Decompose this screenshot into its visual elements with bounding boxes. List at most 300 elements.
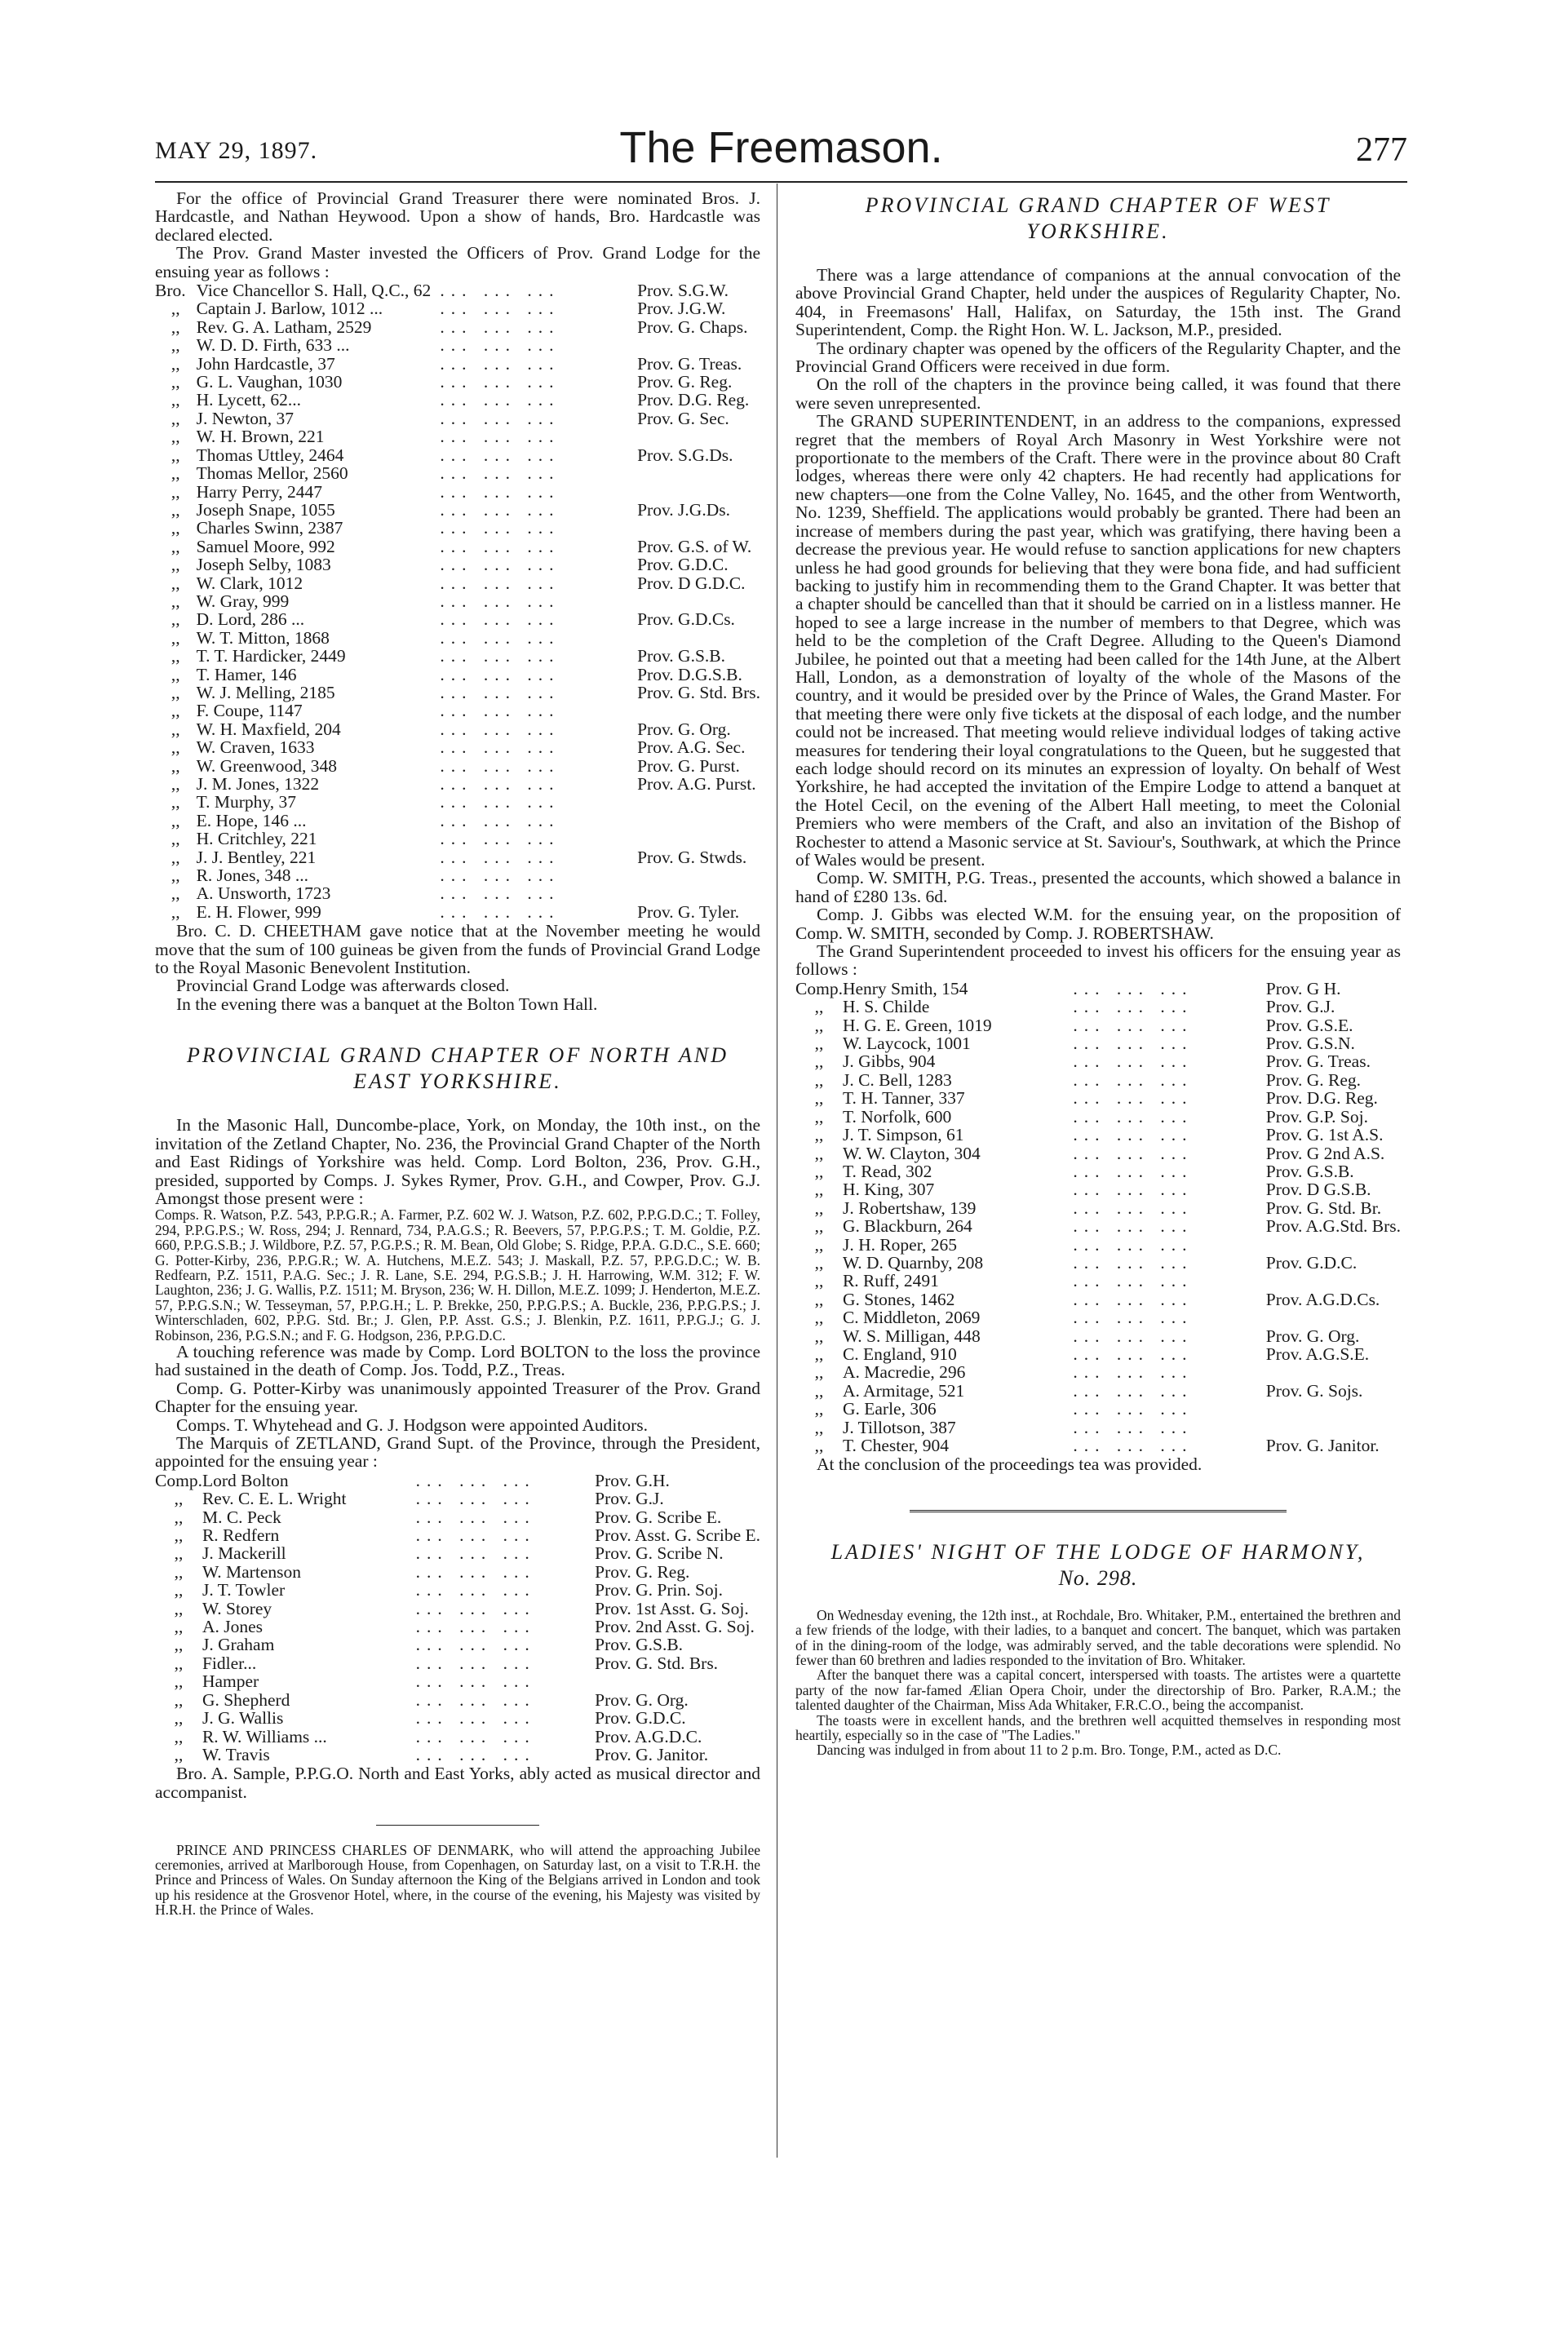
officer-name: J. Newton, 37 — [196, 408, 295, 428]
brace — [1251, 1382, 1266, 1400]
brace — [582, 1746, 595, 1764]
officer-name: Joseph Selby, 1083 — [196, 555, 331, 575]
ditto-mark: ,, — [171, 865, 180, 886]
officer-rank: Prov. A.G.Std. Brs. — [1265, 1216, 1401, 1237]
officer-rank: Prov. G. Sojs. — [1265, 1380, 1363, 1401]
brace — [621, 501, 637, 519]
leader-dots: ... ... ... — [415, 1635, 536, 1655]
officer-row — [795, 1382, 1401, 1400]
royal-visit-footnote: PRINCE AND PRINCESS CHARLES OF DENMARK, who will attend the approaching Jubilee ceremonies, arrived at Marlborough House, from Copenhagen, on Saturday last, on a visit to T.R.H. the Prince and Princess of Wales. On Sunday afternoon the King of the Belgians arrived in London and took up his residence at the Grosvenor Hotel, where, in the course of the evening, his Majesty was visited by H.R.H. the Prince of Wales. — [155, 1841, 760, 1919]
officers-invested-intro: The Grand Superintendent proceeded to invest his officers for the ensuing year as follows : — [795, 941, 1401, 980]
officer-name: W. Martenson — [202, 1561, 301, 1582]
officer-row — [155, 629, 760, 647]
officer-name: W. Storey — [202, 1598, 272, 1618]
officer-row — [795, 1199, 1401, 1217]
officer-name: A. Armitage, 521 — [842, 1380, 965, 1401]
officer-name: R. Ruff, 2491 — [842, 1271, 939, 1291]
leader-dots: ... ... ... — [415, 1744, 536, 1764]
officer-row — [155, 775, 760, 793]
leader-dots: ... ... ... — [1073, 1143, 1194, 1163]
officer-name: J. T. Simpson, 61 — [842, 1125, 964, 1145]
officer-name: W. D. D. Firth, 633 ... — [196, 335, 350, 356]
officer-rank: Prov. G.S.E. — [1265, 1015, 1353, 1035]
leader-dots: ... ... ... — [440, 682, 560, 702]
leader-dots: ... ... ... — [1073, 1362, 1194, 1383]
officer-rank: Prov. G. Sec. — [637, 408, 729, 428]
brace — [621, 738, 637, 756]
ditto-mark: ,, — [171, 682, 180, 702]
officer-name: G. Earle, 306 — [842, 1399, 937, 1419]
officer-rank: Prov. G. Reg. — [595, 1561, 690, 1582]
auditors-appointment: Comps. T. Whytehead and G. J. Hodgson were appointed Auditors. — [176, 1414, 649, 1435]
brace — [582, 1691, 595, 1709]
officer-rank: Prov. G. Stwds. — [637, 847, 747, 867]
treasurer-appointment: Comp. G. Potter-Kirby was unanimously appointed Treasurer of the Prov. Grand Chapter for the ensuing year. — [155, 1378, 760, 1417]
ditto-mark: ,, — [814, 1308, 824, 1328]
officer-rank: Prov. J.G.W. — [637, 299, 726, 319]
officer-name: T. Chester, 904 — [842, 1436, 950, 1455]
ditto-mark: ,, — [171, 555, 180, 575]
chapter-officers-table — [155, 1472, 760, 1764]
officer-rank: Prov. G. Treas. — [1265, 1051, 1371, 1072]
officer-rank — [637, 793, 760, 811]
companions-present-list: Comps. R. Watson, P.Z. 543, P.P.G.R.; A. Farmer, P.Z. 602 W. J. Watson, P.Z. 602, P.P.G.D.C.; T. Folley, 294, P.P.G.P.S.; W. Ross, 294; J. Rennard, 734, P.A.G.S.; R. Beevers, 57, P.P.G.P.S.; T. M. Goldie, P.Z. 660, P.P.G.S.B.; J. Wildbore, P.Z. 57, P.G.P.S.; R. M. Bean, Old Globe; S. Ridge, P.P.A. G.D.C., S.E. 660; G. Potter-Kirby, 236, P.P.G.R.; W. A. Hutchens, M.E.Z. 543; J. Maskall, P.Z. 57, P.P.G.D.C.; W. B. Redfearn, P.Z. 1511, P.A.G. Sec.; J. R. Lane, S.E. 294, P.G.S.B.; J. H. Harrowing, W.M. 312; F. W. Laughton, 236; J. G. Wallis, P.Z. 1511; M. Bryson, 236; W. H. Dillon, M.E.Z. 1099; J. Henderton, M.E.Z. 57, P.P.G.S.N.; W. Tesseyman, 57, P.P.G.H.; L. P. Brekke, 250, P.P.G.P.S.; A. Buckle, 236, P.P.G.P.S.; J. Winterschladen, 602, P.P.G. Std. Br.; J. Glen, P.P. Asst. G.S.; J. Blenkin, P.Z. 1611, P.P.G.J.; G. J. Robinson, 236, P.G.S.N.; and F. G. Hodgson, 236, P.P.G.D.C. — [155, 1206, 760, 1344]
officer-row — [155, 574, 760, 592]
ditto-mark: ,, — [171, 609, 180, 630]
brace — [1251, 1217, 1266, 1235]
leader-dots: ... ... ... — [440, 810, 560, 830]
officer-rank: Prov. G. Janitor. — [1265, 1436, 1380, 1455]
officer-name: Rev. C. E. L. Wright — [202, 1489, 347, 1509]
officer-row — [155, 1490, 760, 1507]
officer-name: T. Hamer, 146 — [196, 664, 297, 684]
leader-dots: ... ... ... — [1073, 978, 1194, 998]
officer-row — [155, 427, 760, 445]
officer-rank: Prov. A.G.S.E. — [1265, 1344, 1370, 1364]
officer-name: J. Graham — [202, 1635, 275, 1655]
officer-rank — [637, 884, 760, 902]
leader-dots: ... ... ... — [440, 792, 560, 812]
officer-row — [155, 1709, 760, 1727]
leader-dots: ... ... ... — [1073, 1234, 1194, 1255]
officer-row — [795, 1437, 1401, 1454]
leader-dots: ... ... ... — [1073, 1161, 1194, 1181]
ditto-mark: ,, — [814, 1344, 824, 1364]
officer-name: G. L. Vaughan, 1030 — [196, 372, 343, 392]
officer-row — [795, 1016, 1401, 1034]
officer-name: J. Robertshaw, 139 — [842, 1197, 977, 1218]
officer-rank: Prov. A.G. Sec. — [637, 737, 746, 758]
leader-dots: ... ... ... — [440, 536, 560, 556]
officer-row — [155, 610, 760, 628]
leader-dots: ... ... ... — [1073, 1399, 1194, 1419]
officer-row — [795, 1162, 1401, 1180]
officer-rank: Prov. G. Purst. — [637, 755, 740, 776]
grand-superintendent-address: The GRAND SUPERINTENDENT, in an address to the companions, expressed regret that the members of Royal Arch Masonry in West Yorkshire were not proportionate to the members of the Craft. There were in the province about 80 Craft lodges, whereas there were only 42 chapters. He had recently had applications for new chapters—one from the Colne Valley, No. 1645, and the other from Wentworth, No. 1239, Sheffield. The applications would probably be granted. There had been an increase of members during the past year, which was gratifying, there having been a decrease the previous year. He would refuse to sanction applications for new chapters unless he had good grounds for believing that they were bona fide, and had sufficient backing to justify him in recommending them to the Grand Chapter. It was better that a chapter should be cancelled than that it should be carried on in a listless manner. He hoped to see a large increase in the number of members to that Degree, which was held to be the completion of the Craft Degree. Alluding to the Queen's Diamond Jubilee, he pointed out that a meeting had been called for the 14th June, at the Albert Hall, London, as a demonstration of loyalty of the whole of the Masons of the country, and it would be presided over by the Prince of Wales, the Grand Master. For that meeting there were only five tickets at the disposal of each lodge, and the number could not be increased. That meeting would relieve individual lodges of taking active measures for tendering their loyal congratulations to the Queen, but he suggested that each lodge should record on its minutes an expression of loyalty. On behalf of West Yorkshire, he had accepted the invitation of the Empire Lodge to attend a banquet at the Hotel Cecil, on the evening of the Albert Hall meeting, to meet the Colonial Premiers who were members of the Craft, and also an invitation of the Bishop of Rochester to attend a Masonic service at St. Saviour's, Southwark, at which the Prince of Wales would be present. — [795, 411, 1401, 870]
leader-dots: ... ... ... — [1073, 1417, 1194, 1437]
brace — [621, 848, 637, 866]
officer-row — [155, 1508, 760, 1526]
officer-row — [795, 1290, 1401, 1308]
officer-rank: Prov. G. Reg. — [637, 372, 733, 392]
officer-name: H. Lycett, 62... — [196, 390, 301, 410]
officer-row — [155, 903, 760, 921]
officer-rank: Prov. G. Scribe E. — [595, 1507, 722, 1527]
brace — [582, 1526, 595, 1544]
brace — [582, 1563, 595, 1581]
officer-rank: Prov. G. Reg. — [1265, 1069, 1361, 1090]
leader-dots: ... ... ... — [1073, 1106, 1194, 1127]
ditto-mark: ,, — [174, 1543, 184, 1564]
officer-row — [155, 702, 760, 719]
officer-row — [795, 1089, 1401, 1107]
ditto-mark: ,, — [174, 1653, 184, 1673]
ditto-mark: ,, — [814, 1106, 824, 1127]
ditto-mark: ,, — [171, 463, 180, 484]
officer-rank: Prov. G.S.N. — [1265, 1034, 1355, 1054]
west-yorkshire-para-1: There was a large attendance of companions at the annual convocation of the above Provincial Grand Chapter, held under the auspices of Regularity Chapter, No. 404, in Freemasons' Hall, Halifax, on Saturday, the 15th inst. The Grand Superintendent, Comp. the Right Hon. W. L. Jackson, M.P., presided. — [795, 265, 1401, 340]
officer-rank — [637, 830, 760, 848]
leader-dots: ... ... ... — [1073, 1344, 1194, 1364]
accounts-presented: Comp. W. SMITH, P.G. Treas., presented the accounts, which showed a balance in hand of £280 13s. 6d. — [795, 868, 1401, 906]
officer-rank: Prov. G.S.B. — [1265, 1161, 1354, 1181]
officer-row — [795, 1126, 1401, 1144]
brace — [621, 666, 637, 684]
ditto-mark: ,, — [171, 664, 180, 684]
leader-dots: ... ... ... — [440, 865, 560, 886]
brace — [582, 1472, 595, 1490]
officer-rank: Prov. G.S. of W. — [637, 536, 752, 556]
officer-rank: Prov. G. Std. Brs. — [637, 682, 760, 702]
leader-dots: ... ... ... — [440, 317, 560, 337]
ditto-mark: ,, — [814, 1380, 824, 1401]
leader-dots: ... ... ... — [440, 408, 560, 428]
officer-name: Hamper — [202, 1671, 259, 1692]
officer-rank: Prov. G.H. — [595, 1470, 670, 1490]
officer-name: Henry Smith, 154 — [842, 978, 968, 998]
officer-rank — [637, 483, 760, 501]
officer-name: C. Middleton, 2069 — [842, 1308, 981, 1328]
brace — [1251, 1236, 1266, 1254]
brace — [582, 1654, 595, 1672]
brace — [621, 464, 637, 482]
ditto-mark: ,, — [814, 1417, 824, 1437]
leader-dots: ... ... ... — [415, 1470, 536, 1490]
leader-dots: ... ... ... — [1073, 1034, 1194, 1054]
ditto-mark: ,, — [174, 1617, 184, 1637]
officer-rank: Prov. G.D.C. — [1265, 1252, 1358, 1273]
ditto-mark: ,, — [814, 1180, 824, 1200]
officer-row — [155, 373, 760, 391]
ditto-mark: ,, — [814, 1216, 824, 1237]
officer-name: D. Lord, 286 ... — [196, 609, 305, 630]
officer-name: F. Coupe, 1147 — [196, 701, 303, 721]
officer-name: T. T. Hardicker, 2449 — [196, 646, 346, 666]
brace — [582, 1709, 595, 1727]
brace — [1251, 1180, 1266, 1198]
officer-rank: Prov. G.D.C. — [637, 555, 729, 575]
ditto-mark: ,, — [814, 1289, 824, 1309]
ditto-mark: ,, — [814, 997, 824, 1017]
officer-row — [155, 519, 760, 537]
officer-row — [795, 1034, 1401, 1052]
double-rule-divider — [910, 1510, 1287, 1515]
officer-row — [795, 1254, 1401, 1272]
brace — [621, 812, 637, 830]
brace — [621, 409, 637, 427]
leader-dots: ... ... ... — [440, 463, 560, 484]
officer-row — [155, 483, 760, 501]
cheetham-notice: Bro. C. D. CHEETHAM gave notice that at the November meeting he would move that the sum of 100 guineas be given from the funds of Provincial Grand Lodge to the Royal Masonic Benevolent Institution. — [155, 921, 760, 978]
leader-dots: ... ... ... — [1073, 1252, 1194, 1273]
ladies-night-para-2: After the banquet there was a capital concert, interspersed with toasts. The artistes were a quartette party of the now far-famed Ælian Opera Choir, under the directorship of Bro. Parker, R.A.M.; the talented daughter of the Chairman, Miss Ada Whitaker, F.R.C.O., being the accompanist. — [795, 1667, 1401, 1714]
ditto-mark: ,, — [814, 1362, 824, 1383]
brace — [621, 757, 637, 775]
officer-row — [155, 684, 760, 702]
officer-name: C. England, 910 — [842, 1344, 957, 1364]
leader-dots: ... ... ... — [1073, 1436, 1194, 1455]
leader-dots: ... ... ... — [440, 755, 560, 776]
officer-row — [155, 1654, 760, 1672]
officer-name: Thomas Uttley, 2464 — [196, 445, 344, 465]
ditto-mark: ,, — [814, 1252, 824, 1273]
officer-name: W. Greenwood, 348 — [196, 755, 337, 776]
ditto-mark: ,, — [171, 701, 180, 721]
officer-name: W. H. Maxfield, 204 — [196, 719, 341, 739]
officer-row — [155, 299, 760, 317]
brace — [621, 574, 637, 592]
brace — [1251, 1327, 1266, 1345]
leader-dots: ... ... ... — [440, 390, 560, 410]
officer-rank: Prov. S.G.W. — [637, 281, 729, 301]
officer-row — [155, 446, 760, 464]
officer-name: Lord Bolton — [202, 1470, 289, 1490]
section-title-west-yorkshire: PROVINCIAL GRAND CHAPTER OF WEST YORKSHIRE. — [865, 193, 1331, 243]
ditto-mark: ,, — [814, 1051, 824, 1072]
brace — [1251, 1199, 1266, 1217]
officer-rank: Prov. A.G. Purst. — [637, 774, 756, 794]
officer-rank: Prov. G.P. Soj. — [1265, 1106, 1368, 1127]
officer-rank: Prov. J.G.Ds. — [637, 499, 730, 520]
ditto-mark: ,, — [171, 719, 180, 739]
brace — [1251, 1308, 1266, 1326]
gibbs-elected: Comp. J. Gibbs was elected W.M. for the ensuing year, on the proposition of Comp. W. SMITH, seconded by Comp. J. ROBERTSHAW. — [795, 905, 1401, 943]
officer-rank — [637, 336, 760, 354]
officer-row — [155, 1636, 760, 1653]
leader-dots: ... ... ... — [1073, 1180, 1194, 1200]
brace — [582, 1508, 595, 1526]
brace — [621, 793, 637, 811]
brace — [1251, 1345, 1266, 1363]
officer-rank: Prov. G. Chaps. — [637, 317, 748, 337]
officer-name: J. J. Bentley, 221 — [196, 847, 317, 867]
leader-dots: ... ... ... — [415, 1580, 536, 1600]
officer-row — [155, 1728, 760, 1746]
ditto-mark: ,, — [171, 353, 180, 374]
officer-row — [155, 1526, 760, 1544]
brace — [1251, 980, 1266, 998]
brace — [1251, 1108, 1266, 1126]
leader-dots: ... ... ... — [1073, 1308, 1194, 1328]
ditto-mark: ,, — [174, 1671, 184, 1692]
ditto-mark: ,, — [814, 1271, 824, 1291]
brace — [621, 373, 637, 391]
brace — [582, 1672, 595, 1690]
officer-row — [795, 980, 1401, 998]
officer-name: John Hardcastle, 37 — [196, 353, 335, 374]
officer-rank: Prov. G. Org. — [637, 719, 731, 739]
ditto-mark: ,, — [171, 627, 180, 648]
leader-dots: ... ... ... — [440, 847, 560, 867]
leader-dots: ... ... ... — [440, 481, 560, 502]
officer-rank — [1266, 1363, 1401, 1381]
leader-dots: ... ... ... — [440, 901, 560, 922]
intro-paragraph-2: The Prov. Grand Master invested the Officers of Prov. Grand Lodge for the ensuing year as follows : — [155, 243, 760, 281]
brace — [621, 830, 637, 848]
leader-dots: ... ... ... — [440, 701, 560, 721]
officer-name: T. Read, 302 — [842, 1161, 932, 1181]
officer-rank: Prov. A.G.D.Cs. — [1265, 1289, 1380, 1309]
officer-name: M. C. Peck — [202, 1507, 281, 1527]
ditto-mark: ,, — [171, 390, 180, 410]
brace — [621, 336, 637, 354]
officer-name: Vice Chancellor S. Hall, Q.C., 62 — [196, 281, 432, 301]
ladies-night-para-4: Dancing was indulged in from about 11 to 2 p.m. Bro. Tonge, P.M., acted as D.C. — [817, 1742, 1282, 1759]
ditto-mark: ,, — [171, 481, 180, 502]
leader-dots: ... ... ... — [440, 372, 560, 392]
ditto-mark: ,, — [174, 1689, 184, 1710]
officer-row — [155, 1746, 760, 1764]
ditto-mark: ,, — [814, 1197, 824, 1218]
officer-rank: Prov. G.S.B. — [595, 1635, 684, 1655]
officer-row — [795, 1272, 1401, 1290]
brace — [621, 647, 637, 665]
brace — [621, 610, 637, 628]
issue-date: MAY 29, 1897. — [155, 137, 318, 164]
brace — [1251, 1254, 1266, 1272]
officer-rank — [1266, 1236, 1401, 1254]
left-column — [155, 189, 760, 1918]
officer-name: W. Laycock, 1001 — [842, 1034, 971, 1054]
officer-row — [155, 848, 760, 866]
officer-name: J. Gibbs, 904 — [842, 1051, 936, 1072]
ditto-mark: ,, — [171, 591, 180, 611]
officer-row — [795, 1180, 1401, 1198]
officer-row — [155, 556, 760, 573]
brace — [1251, 1272, 1266, 1290]
officer-name: T. Norfolk, 600 — [842, 1106, 952, 1127]
officer-name: Charles Swinn, 2387 — [196, 518, 343, 538]
brace — [621, 702, 637, 719]
brace — [621, 299, 637, 317]
officer-rank — [637, 519, 760, 537]
brace — [1251, 1162, 1266, 1180]
brace — [582, 1490, 595, 1507]
zetland-appointments: The Marquis of ZETLAND, Grand Supt. of the Province, through the President, appointed for the ensuing year : — [155, 1433, 760, 1472]
leader-dots: ... ... ... — [440, 555, 560, 575]
officer-name: W. S. Milligan, 448 — [842, 1326, 981, 1346]
ladies-night-lodge-number: No. 298. — [1058, 1565, 1138, 1590]
brace — [621, 592, 637, 610]
officer-name: R. W. Williams ... — [202, 1726, 327, 1746]
brace — [621, 427, 637, 445]
leader-dots: ... ... ... — [1073, 1216, 1194, 1237]
ditto-mark: ,, — [171, 901, 180, 922]
officer-row — [155, 1581, 760, 1599]
ditto-mark: Bro. — [155, 281, 186, 301]
west-yorkshire-para-3: On the roll of the chapters in the province being called, it was found that there were seven unrepresented. — [795, 374, 1401, 413]
officer-row — [155, 501, 760, 519]
officer-row — [155, 1472, 760, 1490]
officer-row — [155, 409, 760, 427]
officer-name: H. Critchley, 221 — [196, 829, 317, 849]
officer-name: Captain J. Barlow, 1012 ... — [196, 299, 383, 319]
officer-rank: Prov. S.G.Ds. — [637, 445, 733, 465]
ditto-mark: ,, — [174, 1598, 184, 1618]
officer-row — [155, 391, 760, 409]
officer-rank — [1266, 1308, 1401, 1326]
brace — [1251, 1034, 1266, 1052]
brace — [1251, 1089, 1266, 1107]
officer-name: W. D. Quarnby, 208 — [842, 1252, 984, 1273]
lodge-officers-table — [155, 281, 760, 921]
ditto-mark: ,, — [174, 1489, 184, 1509]
officer-rank — [1266, 1400, 1401, 1418]
ditto-mark: ,, — [814, 1088, 824, 1109]
north-east-intro: In the Masonic Hall, Duncombe-place, York, on Monday, the 10th inst., on the invitation of the Zetland Chapter, No. 236, the Provincial Grand Chapter of the North and East Ridings of Yorkshire was held. Comp. Lord Bolton, 236, Prov. G.H., presided, supported by Comps. J. Sykes Rymer, Prov. G.H., and Cowper, Prov. G.J. Amongst those present were : — [155, 1115, 760, 1208]
leader-dots: ... ... ... — [440, 719, 560, 739]
officer-rank — [1266, 1419, 1401, 1437]
officer-rank: Prov. D.G. Reg. — [637, 390, 750, 410]
officer-name: G. Stones, 1462 — [842, 1289, 955, 1309]
leader-dots: ... ... ... — [440, 627, 560, 648]
officer-name: W. Clark, 1012 — [196, 573, 303, 593]
officer-row — [155, 866, 760, 884]
ditto-mark: ,, — [174, 1507, 184, 1527]
evening-banquet: In the evening there was a banquet at the Bolton Town Hall. — [176, 994, 598, 1014]
officer-row — [795, 1400, 1401, 1418]
ditto-mark: ,, — [174, 1561, 184, 1582]
leader-dots: ... ... ... — [440, 518, 560, 538]
brace — [1251, 1363, 1266, 1381]
brace — [621, 556, 637, 573]
leader-dots: ... ... ... — [440, 573, 560, 593]
officer-name: J. G. Wallis — [202, 1708, 284, 1729]
officer-rank: Prov. G. Org. — [1265, 1326, 1360, 1346]
brace — [1251, 1016, 1266, 1034]
leader-dots: ... ... ... — [415, 1561, 536, 1582]
ditto-mark: ,, — [171, 829, 180, 849]
officer-name: Harry Perry, 2447 — [196, 481, 323, 502]
officer-name: W. Travis — [202, 1744, 270, 1764]
leader-dots: ... ... ... — [415, 1653, 536, 1673]
brace — [621, 519, 637, 537]
ditto-mark: ,, — [814, 1234, 824, 1255]
officer-rank: Prov. 2nd Asst. G. Soj. — [595, 1617, 755, 1637]
ditto-mark: ,, — [171, 755, 180, 776]
ditto-mark: ,, — [814, 1015, 824, 1035]
officer-name: Thomas Mellor, 2560 — [196, 463, 348, 484]
officer-rank: Prov. G.D.Cs. — [637, 609, 735, 630]
officer-name: W. Craven, 1633 — [196, 737, 315, 758]
officer-row — [155, 336, 760, 354]
brace — [582, 1544, 595, 1562]
brace — [1251, 1144, 1266, 1162]
ditto-mark: ,, — [171, 646, 180, 666]
brace — [621, 629, 637, 647]
brace — [582, 1581, 595, 1599]
officer-name: R. Jones, 348 ... — [196, 865, 308, 886]
